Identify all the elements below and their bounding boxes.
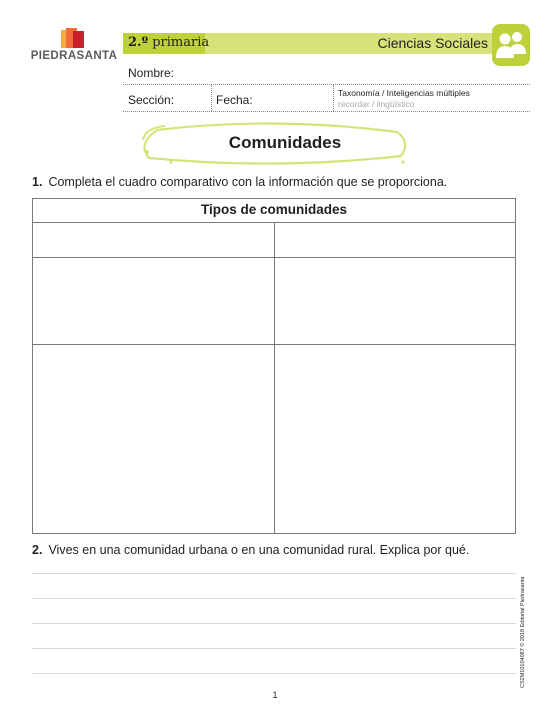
subject-title: Ciencias Sociales — [377, 35, 488, 51]
table-cell-left-2[interactable] — [33, 258, 273, 343]
name-field-line[interactable] — [123, 84, 530, 85]
table-cell-right-3[interactable] — [275, 345, 515, 533]
section-field-line[interactable] — [123, 111, 530, 112]
grade-level: primaria — [152, 35, 210, 50]
page-number: 1 — [272, 690, 278, 700]
table-cell-left-1[interactable] — [33, 223, 273, 256]
question-2-number: 2. — [32, 543, 43, 557]
question-1-text: Completa el cuadro comparativo con la información que se proporciona. — [48, 175, 448, 189]
question-2 — [32, 543, 469, 557]
taxonomy-label: Taxonomía / Inteligencias múltiples — [338, 88, 470, 98]
table-cell-right-1[interactable] — [275, 223, 515, 256]
question-2-text: Vives en una comunidad urbana o en una comunidad rural. Explica por qué. — [48, 543, 470, 557]
copyright-code — [520, 548, 534, 688]
answer-line[interactable] — [32, 648, 516, 649]
question-1-number: 1. — [32, 175, 43, 189]
date-divider — [333, 85, 334, 111]
answer-line[interactable] — [32, 623, 516, 624]
copyright-text: CS2M10104087 © 2018 Editorial Piedrasanta — [520, 576, 526, 688]
table-heading: Tipos de comunidades — [200, 202, 348, 217]
answer-line[interactable] — [32, 573, 516, 574]
page-title: Comunidades — [228, 133, 342, 152]
table-cell-left-3[interactable] — [33, 345, 273, 533]
section-label: Sección: — [128, 93, 175, 107]
answer-line[interactable] — [32, 598, 516, 599]
date-label: Fecha: — [216, 93, 253, 107]
section-divider — [211, 85, 212, 111]
people-icon — [492, 24, 530, 66]
answer-line[interactable] — [32, 673, 516, 674]
taxonomy-value: recordar / lingüístico — [338, 99, 415, 109]
table-cell-right-2[interactable] — [275, 258, 515, 343]
publisher-logo-text: PIEDRASANTA — [30, 50, 118, 62]
question-1 — [32, 175, 447, 189]
grade-number: 2.º — [128, 35, 149, 50]
publisher-logo-icon — [60, 27, 86, 49]
grade-label — [128, 35, 209, 50]
name-label: Nombre: — [128, 66, 175, 80]
